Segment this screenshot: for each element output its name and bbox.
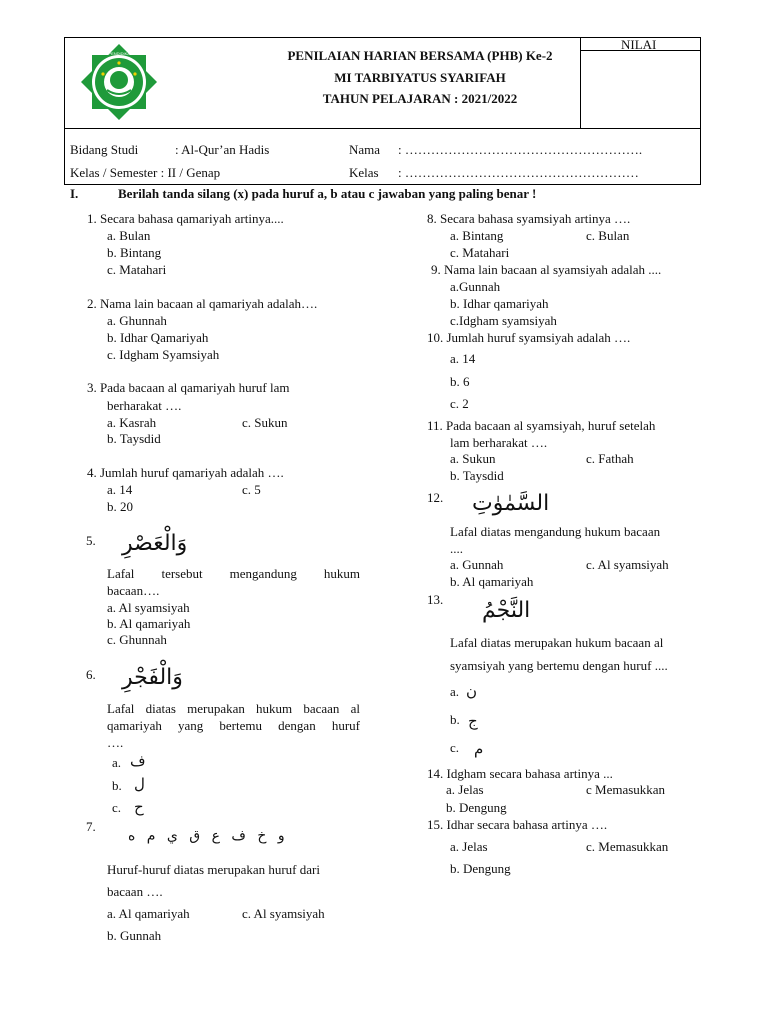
nama-field[interactable]: : ………………………………………………. bbox=[398, 142, 643, 157]
question-text-cont: syamsiyah yang bertemu dengan huruf .... bbox=[450, 658, 668, 673]
question-text: 10. Jumlah huruf syamsiyah adalah …. bbox=[427, 330, 631, 345]
kelas-label: Kelas bbox=[349, 165, 379, 180]
option-b[interactable]: b. 20 bbox=[107, 499, 133, 514]
question-text: 2. Nama lain bacaan al qamariyah adalah…. bbox=[87, 296, 318, 311]
option-a[interactable]: a. Al qamariyah bbox=[107, 906, 190, 921]
option-b-label[interactable]: b. bbox=[450, 712, 460, 727]
option-b[interactable]: b. Bintang bbox=[107, 245, 162, 260]
question-text-cont: qamariyah yang bertemu dengan huruf bbox=[107, 718, 360, 733]
option-b-label[interactable]: b. bbox=[112, 778, 122, 793]
arabic-word: وَالْعَصْرِ bbox=[122, 531, 188, 556]
option-c[interactable]: c. Bulan bbox=[586, 228, 630, 243]
option-b[interactable]: b. Idhar qamariyah bbox=[450, 296, 549, 311]
question-text: Lafal diatas merupakan hukum bacaan al bbox=[450, 635, 664, 650]
option-a[interactable]: a. Sukun bbox=[450, 451, 496, 466]
question-text: Huruf-huruf diatas merupakan huruf dari bbox=[107, 862, 320, 877]
option-a[interactable]: a. Al syamsiyah bbox=[107, 600, 190, 615]
section-instruction: Berilah tanda silang (x) pada huruf a, b atau c jawaban yang paling benar ! bbox=[118, 186, 537, 201]
question-text: 15. Idhar secara bahasa artinya …. bbox=[427, 817, 608, 832]
question-text: Lafal diatas mengandung hukum bacaan bbox=[450, 524, 661, 539]
nama-label: Nama bbox=[349, 142, 381, 157]
question-text: Lafal tersebut mengandung hukum bbox=[107, 566, 360, 581]
option-c[interactable]: c. Idgham Syamsiyah bbox=[107, 347, 220, 362]
option-c[interactable]: c. Ghunnah bbox=[107, 632, 167, 647]
option-b[interactable]: b. Dengung bbox=[450, 861, 511, 876]
svg-text:LEMBAGA PENDIDIKAN MA'ARIF: LEMBAGA PENDIDIKAN MA'ARIF bbox=[88, 51, 150, 56]
option-b[interactable]: b. Dengung bbox=[446, 800, 507, 815]
question-text-cont: bacaan …. bbox=[107, 884, 163, 899]
option-c-label[interactable]: c. bbox=[450, 740, 460, 755]
option-c[interactable]: c. Sukun bbox=[242, 415, 288, 430]
option-a[interactable]: a.Gunnah bbox=[450, 279, 501, 294]
option-b[interactable]: b. Taysdid bbox=[450, 468, 504, 483]
option-c-second[interactable]: c. Matahari bbox=[450, 245, 510, 260]
option-c[interactable]: c. Fathah bbox=[586, 451, 634, 466]
option-c[interactable]: c. 5 bbox=[242, 482, 261, 497]
kelas-semester: Kelas / Semester : II / Genap bbox=[70, 165, 221, 180]
option-a[interactable]: a. Jelas bbox=[450, 839, 488, 854]
option-b[interactable]: b. Al qamariyah bbox=[450, 574, 534, 589]
question-text: Lafal diatas merupakan hukum bacaan al bbox=[107, 701, 360, 716]
option-b[interactable]: b. Gunnah bbox=[107, 928, 162, 943]
arabic-word: وَالْفَجْرِ bbox=[122, 665, 183, 690]
exam-header bbox=[64, 37, 701, 185]
option-b[interactable]: b. Idhar Qamariyah bbox=[107, 330, 209, 345]
option-c[interactable]: c. Al syamsiyah bbox=[586, 557, 669, 572]
option-a-label[interactable]: a. bbox=[450, 684, 460, 699]
option-c-arabic[interactable]: م bbox=[474, 740, 484, 758]
option-b[interactable]: b. 6 bbox=[450, 374, 470, 389]
question-text: 1. Secara bahasa qamariyah artinya.... bbox=[87, 211, 284, 226]
section-number: I. bbox=[70, 186, 79, 201]
option-a[interactable]: a. 14 bbox=[450, 351, 476, 366]
question-number: 5. bbox=[86, 533, 96, 548]
arabic-letters: و خ ف ع ق ي م ه bbox=[128, 828, 285, 844]
option-c-arabic[interactable]: ح bbox=[134, 798, 144, 816]
option-a[interactable]: a. Jelas bbox=[446, 782, 484, 797]
option-c[interactable]: c. 2 bbox=[450, 396, 469, 411]
nilai-label: NILAI bbox=[621, 37, 657, 52]
bidang-studi-label: Bidang Studi bbox=[70, 142, 139, 157]
option-b[interactable]: b. Taysdid bbox=[107, 431, 161, 446]
option-c[interactable]: c Memasukkan bbox=[586, 782, 666, 797]
option-b-arabic[interactable]: ل bbox=[134, 775, 145, 793]
question-text: 14. Idgham secara bahasa artinya ... bbox=[427, 766, 613, 781]
question-text: 4. Jumlah huruf qamariyah adalah …. bbox=[87, 465, 284, 480]
question-number: 6. bbox=[86, 667, 96, 682]
question-text: 11. Pada bacaan al syamsiyah, huruf setelah bbox=[427, 418, 656, 433]
question-text: 3. Pada bacaan al qamariyah huruf lam bbox=[87, 380, 290, 395]
option-c-label[interactable]: c. bbox=[112, 800, 122, 815]
option-c[interactable]: c. Matahari bbox=[107, 262, 167, 277]
option-c[interactable]: c.Idgham syamsiyah bbox=[450, 313, 557, 328]
question-text-cont: .... bbox=[450, 541, 463, 556]
option-a[interactable]: a. Ghunnah bbox=[107, 313, 167, 328]
option-a-arabic[interactable]: ن bbox=[466, 682, 478, 700]
question-text-cont: berharakat …. bbox=[107, 398, 182, 413]
option-a-label[interactable]: a. bbox=[112, 755, 122, 770]
school-logo bbox=[69, 42, 169, 122]
kelas-field[interactable]: : ……………………………………………… bbox=[398, 165, 639, 180]
arabic-word: النَّجْمُ bbox=[482, 598, 531, 623]
question-text-cont2: …. bbox=[107, 735, 124, 750]
option-b[interactable]: b. Al qamariyah bbox=[107, 616, 191, 631]
question-text-cont: lam berharakat …. bbox=[450, 435, 548, 450]
option-a[interactable]: a. Bulan bbox=[107, 228, 151, 243]
option-a[interactable]: a. 14 bbox=[107, 482, 133, 497]
option-b-arabic[interactable]: ج bbox=[468, 712, 478, 730]
question-text: 9. Nama lain bacaan al syamsiyah adalah .... bbox=[431, 262, 662, 277]
question-number: 12. bbox=[427, 490, 444, 505]
question-text: 8. Secara bahasa syamsiyah artinya …. bbox=[427, 211, 631, 226]
question-number: 13. bbox=[427, 592, 444, 607]
question-text-cont: bacaan…. bbox=[107, 583, 160, 598]
question-number: 7. bbox=[86, 819, 96, 834]
option-a[interactable]: a. Gunnah bbox=[450, 557, 504, 572]
option-a[interactable]: a. Bintang bbox=[450, 228, 504, 243]
option-c[interactable]: c. Memasukkan bbox=[586, 839, 669, 854]
school-name: MI TARBIYATUS SYARIFAH bbox=[334, 70, 506, 85]
header-divider bbox=[65, 128, 700, 129]
option-a-arabic[interactable]: ف bbox=[130, 752, 146, 770]
option-c[interactable]: c. Al syamsiyah bbox=[242, 906, 325, 921]
option-a[interactable]: a. Kasrah bbox=[107, 415, 157, 430]
arabic-word: السَّمٰوٰتِ bbox=[472, 491, 550, 516]
bidang-studi-value: : Al-Qur’an Hadis bbox=[175, 142, 270, 157]
exam-title: PENILAIAN HARIAN BERSAMA (PHB) Ke-2 bbox=[287, 48, 553, 63]
academic-year: TAHUN PELAJARAN : 2021/2022 bbox=[322, 91, 518, 106]
